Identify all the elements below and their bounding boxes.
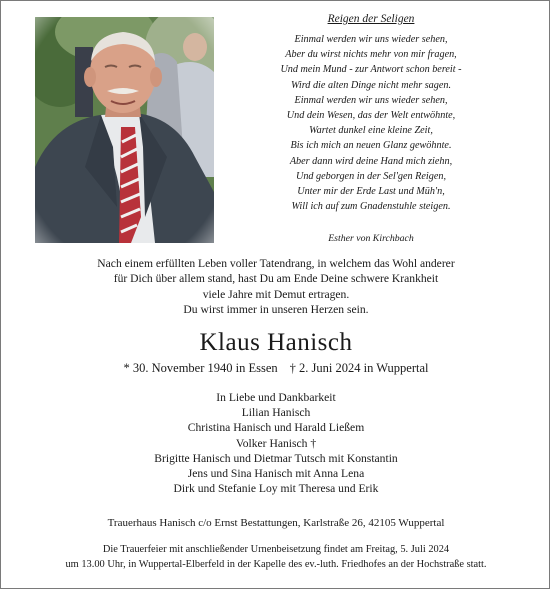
birth-date: * 30. November 1940 in Essen <box>123 361 278 375</box>
death-date: † 2. Juni 2024 in Wuppertal <box>289 361 429 375</box>
life-dates <box>1 361 550 376</box>
poem-line: Will ich auf zum Gnadenstuhle steigen. <box>291 201 451 213</box>
portrait-photo <box>35 17 214 243</box>
intro-text <box>1 256 550 317</box>
intro-line: Nach einem erfüllten Leben voller Tatendrang, in welchem das Wohl anderer <box>97 257 455 270</box>
mourning-address: Trauerhaus Hanisch c/o Ernst Bestattungen, Karlstraße 26, 42105 Wuppertal <box>107 517 445 529</box>
poem-line: Wird die alten Dinge nicht mehr sagen. <box>290 79 452 91</box>
poem-line: Einmal werden wir uns wieder sehen, <box>294 94 448 106</box>
mourner-line: Volker Hanisch † <box>235 436 317 450</box>
intro-line: Du wirst immer in unseren Herzen sein. <box>183 302 369 316</box>
poem-line: Wartet dunkel eine kleine Zeit, <box>309 125 433 137</box>
deceased-name: Klaus Hanisch <box>199 329 353 356</box>
poem-line: Und dein Wesen, das der Welt entwöhnte, <box>286 110 456 122</box>
poem-line: Aber du wirst nichts mehr von mir fragen, <box>285 49 457 61</box>
mourner-line: Dirk und Stefanie Loy mit Theresa und Erik <box>173 482 379 496</box>
funeral-service-info <box>1 542 550 572</box>
service-line: Die Trauerfeier mit anschließender Urnenbeisetzung findet am Freitag, 5. Juli 2024 <box>102 544 450 555</box>
poem-line: Unter mir der Erde Last und Müh'n, <box>297 186 445 198</box>
poem-line: Einmal werden wir uns wieder sehen, <box>294 34 448 45</box>
intro-line: viele Jahre mit Demut ertragen. <box>202 287 350 301</box>
mourner-line: Lilian Hanisch <box>241 406 311 420</box>
mourner-line: Jens und Sina Hanisch mit Anna Lena <box>187 467 365 481</box>
poem-title: Reigen der Seligen <box>327 13 415 25</box>
mourner-line: In Liebe und Dankbarkeit <box>216 391 336 404</box>
intro-line: für Dich über allem stand, hast Du am Ende Deine schwere Krankheit <box>113 272 439 286</box>
poem-verses <box>241 32 501 214</box>
poem-line: Aber dann wird deine Hand mich ziehn, <box>289 155 453 167</box>
poem-line: Bis ich mich an neuen Glanz gewöhnte. <box>290 140 452 152</box>
poem-line: Und geborgen in der Sel'gen Reigen, <box>295 170 447 182</box>
mourners-list <box>1 390 550 496</box>
mourner-line: Brigitte Hanisch und Dietmar Tutsch mit Konstantin <box>154 451 398 465</box>
poem-author: Esther von Kirchbach <box>328 233 414 244</box>
mourner-line: Christina Hanisch und Harald Ließem <box>187 421 365 435</box>
poem-line: Und mein Mund - zur Antwort schon bereit - <box>280 64 462 76</box>
service-line: um 13.00 Uhr, in Wuppertal-Elberfeld in der Kapelle des ev.-luth. Friedhofes an der Hochstraße statt. <box>65 559 487 570</box>
